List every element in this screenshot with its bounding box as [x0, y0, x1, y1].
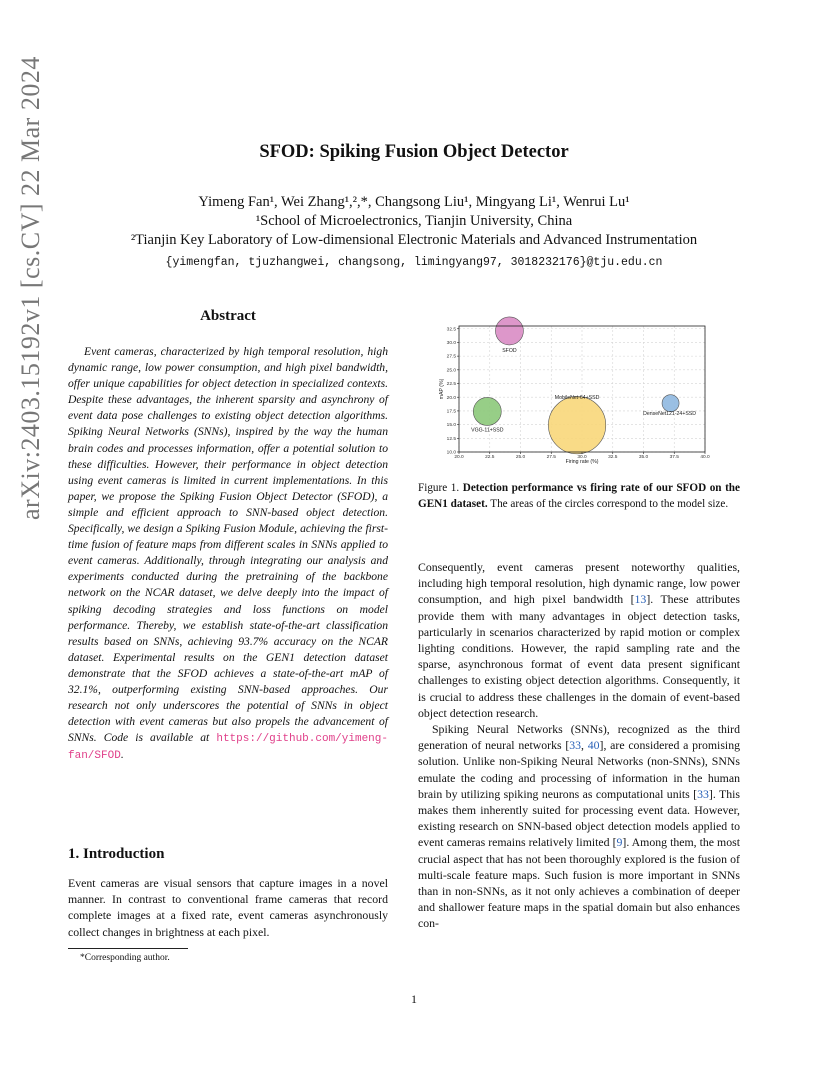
data-point-bubble	[473, 397, 501, 425]
data-point-label: VGG-11+SSD	[471, 427, 504, 434]
affiliation-1: ¹School of Microelectronics, Tianjin University, China	[255, 213, 573, 229]
x-tick-label: 30.0	[577, 455, 587, 460]
citation-link[interactable]: 40	[587, 738, 600, 753]
author-emails: {yimengfan, tjuzhangwei, changsong, limingyang97, 3018232176}@tju.edu.cn	[165, 256, 663, 269]
y-tick-label: 10.0	[446, 450, 456, 456]
x-tick-label: 32.5	[608, 455, 618, 460]
citation-link[interactable]: 9	[616, 835, 623, 850]
x-tick-label: 40.0	[700, 455, 710, 460]
text-run: ]. These attributes provide them with many advantages in object detection tasks, particularly in scenarios characterized by rapid motion or complex lighting conditions. However, the rapid sampling rate and the sparse, asynchronous format of event data present significant challenges to existing object detection algorithms. Consequently, it is crucial to address these challenges in the domain of event-based object detection research.	[418, 592, 740, 720]
citation-link[interactable]: 13	[634, 592, 647, 607]
caption-rest: The areas of the circles correspond to the model size.	[490, 497, 729, 510]
text-run: ]. Among them, the most crucial aspect that has not been thoroughly explored is the fusion of multi-scale feature maps. Such fusion is more important in SNNs than in non-SNNs, as it not only achieves a combination of deeper and shallower feature maps in the spatial domain but also enhances con-	[418, 835, 740, 931]
intro-body	[68, 875, 388, 940]
abstract-heading: Abstract	[200, 308, 256, 324]
y-tick-label: 27.5	[446, 354, 456, 360]
citation-link[interactable]: 33	[697, 786, 709, 801]
text-run: ], are considered a promising solution. Unlike non-Spiking Neural Networks (non-SNNs), SNNs emulate the coding and processing of information in the human brain by utilizing spiking neurons as computational units [	[418, 738, 740, 801]
data-point-label: DenseNet121-24+SSD	[643, 411, 697, 418]
author-list: Yimeng Fan¹, Wei Zhang¹,²,*, Changsong Liu¹, Mingyang Li¹, Wenrui Lu¹	[198, 194, 630, 210]
caption-label: Figure 1.	[418, 482, 460, 494]
y-axis-label: mAP (%)	[439, 378, 445, 400]
footnote-rule	[68, 948, 188, 949]
x-tick-label: 27.5	[546, 455, 556, 460]
footnote: *Corresponding author.	[80, 953, 170, 963]
text-run: ]. This makes them inherently suited for processing event data. However, existing research on SNN-based object detection models applied to event cameras remains relatively limited [	[418, 786, 740, 850]
data-point-bubble	[548, 396, 605, 453]
x-tick-label: 35.0	[638, 455, 649, 460]
figure-caption	[418, 481, 740, 512]
caption-bold: Detection performance vs firing rate of our SFOD on the GEN1 dataset.	[418, 482, 740, 510]
y-tick-label: 22.5	[446, 382, 456, 388]
abstract-text: Event cameras, characterized by high temporal resolution, high dynamic range, low power consumption, and high pixel bandwidth, offer unique capabilities for object detection in specialized contexts. Despite these advantages, the inherent sparsity and asynchrony of event data pose challenges to existing object detection algorithms. Spiking Neural Networks (SNNs), inspired by the way the human brain codes and processes information, offer a potential solution to these difficulties. However, their performance in object detection using event cameras is limited in current implementations. In this paper, we propose the Spiking Fusion Object Detector (SFOD), a simple and efficient approach to SNN-based object detection. Specifically, we design a Spiking Fusion Module, achieving the first-time fusion of feature maps from different scales in SNNs applied to event cameras. Additionally, through integrating our analysis and experiments conducted during the pretraining of the backbone network on the NCAR dataset, we delve deeply into the impact of spiking decoding strategies and loss functions on model performance. Thereby, we establish state-of-the-art classification results based on SNNs, achieving 93.7% accuracy on the NCAR dataset. Experimental results on the GEN1 detection dataset demonstrate that the SFOD achieves a state-of-the-art mAP of 32.1%, outperforming existing SNN-based approaches. Our research not only underscores the potential of SNNs in object detection with event cameras but also propels the advancement of SNNs. Code is available at	[68, 345, 388, 745]
code-link[interactable]: https://github.com/yimeng-fan/SFOD	[68, 733, 388, 763]
paper-title: SFOD: Spiking Fusion Object Detector	[259, 142, 569, 162]
y-tick-label: 30.0	[446, 341, 456, 347]
data-point-bubble	[662, 395, 679, 412]
y-tick-label: 32.5	[446, 327, 456, 333]
page-number: 1	[411, 992, 417, 1006]
text-run: Consequently, event cameras present noteworthy qualities, including high temporal resolution, high dynamic range, low power consumption, and high pixel bandwidth [	[418, 560, 740, 607]
data-point-label: SFOD	[502, 347, 517, 354]
figure-1-chart	[418, 312, 718, 472]
y-tick-label: 25.0	[446, 368, 456, 374]
x-tick-label: 25.0	[515, 455, 526, 460]
intro-paragraph: Event cameras are visual sensors that capture images in a novel manner. In contrast to conventional frame cameras that record complete images at a fixed rate, event cameras asynchronously collect changes in brightness at each pixel.	[68, 876, 388, 939]
affiliation-2: ²Tianjin Key Laboratory of Low-dimensional Electronic Materials and Advanced Instrumentation	[130, 232, 698, 248]
y-tick-label: 17.5	[446, 409, 456, 415]
text-run: Spiking Neural Networks (SNNs), recognized as the third generation of neural networks [	[418, 722, 740, 753]
citation-link[interactable]: 33	[569, 738, 582, 753]
data-point-bubble	[495, 317, 523, 345]
x-axis-label: Firing rate (%)	[565, 459, 599, 465]
arxiv-sidebar-stamp: arXiv:2403.15192v1 [cs.CV] 22 Mar 2024	[16, 56, 45, 520]
y-tick-label: 15.0	[446, 423, 456, 429]
x-tick-label: 37.5	[669, 455, 679, 460]
x-tick-label: 22.5	[485, 455, 495, 460]
right-paragraph-1	[418, 559, 740, 721]
y-tick-label: 12.5	[446, 436, 456, 442]
data-point-label: MobileNet-64+SSD	[554, 395, 600, 402]
intro-heading: 1. Introduction	[68, 846, 165, 862]
text-run: ,	[581, 738, 588, 753]
x-tick-label: 20.0	[454, 455, 464, 460]
right-paragraph-2	[418, 721, 740, 932]
abstract-end: .	[120, 748, 124, 762]
y-tick-label: 20.0	[446, 395, 456, 401]
abstract-body	[68, 344, 388, 764]
right-column-body	[418, 559, 740, 932]
